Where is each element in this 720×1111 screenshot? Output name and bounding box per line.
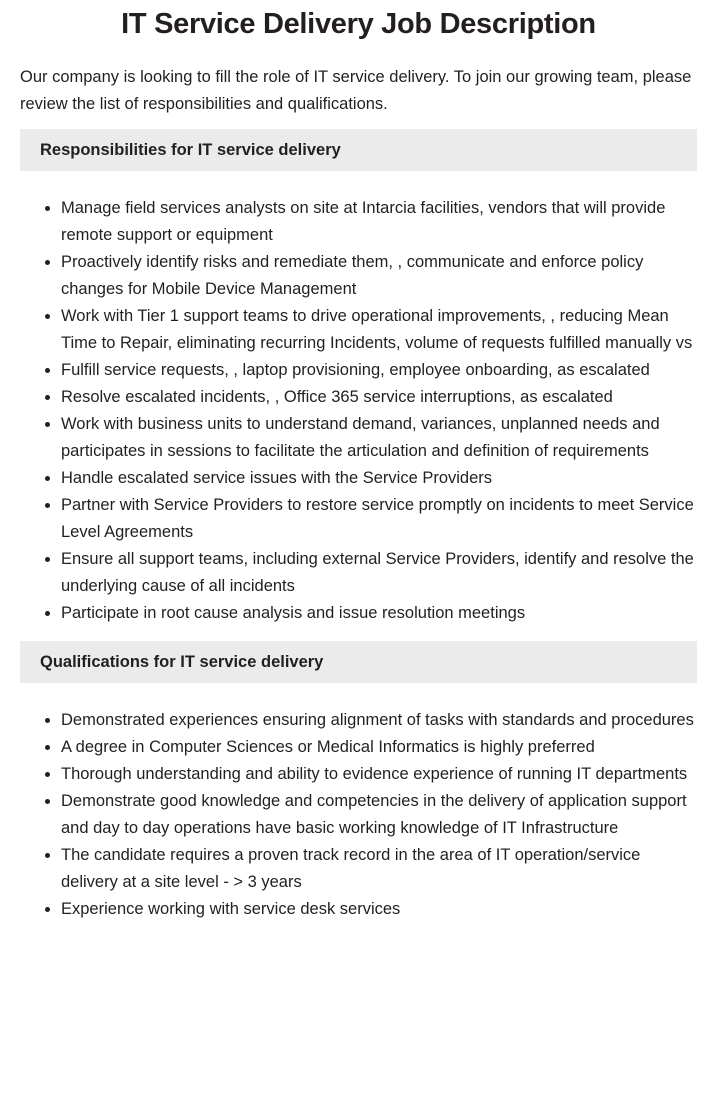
list-item: • Experience working with service desk services (61, 896, 697, 923)
list-item: • Manage field services analysts on site at Intarcia facilities, vendors that will provide remote support or equipment (61, 195, 697, 249)
list-item: • Fulfill service requests, , laptop provisioning, employee onboarding, as escalated (61, 357, 697, 384)
list-item: • Work with business units to understand demand, variances, unplanned needs and participates in sessions to facilitate the articulation and definition of requirements (61, 411, 697, 465)
responsibilities-list (20, 195, 697, 627)
list-item: • Demonstrated experiences ensuring alignment of tasks with standards and procedures (61, 707, 697, 734)
list-item: • Participate in root cause analysis and issue resolution meetings (61, 600, 697, 627)
list-item: • Thorough understanding and ability to evidence experience of running IT departments (61, 761, 697, 788)
responsibilities-heading: Responsibilities for IT service delivery (20, 129, 697, 171)
list-item: • Partner with Service Providers to restore service promptly on incidents to meet Service Level Agreements (61, 492, 697, 546)
intro-paragraph: Our company is looking to fill the role of IT service delivery. To join our growing team, please review the list of responsibilities and qualifications. (20, 68, 692, 113)
list-item: • Ensure all support teams, including external Service Providers, identify and resolve the underlying cause of all incidents (61, 546, 697, 600)
page-title: IT Service Delivery Job Description (121, 8, 596, 40)
list-item: • Work with Tier 1 support teams to drive operational improvements, , reducing Mean Time to Repair, eliminating recurring Incidents, volume of requests fulfilled manually vs (61, 303, 697, 357)
list-item: • Proactively identify risks and remediate them, , communicate and enforce policy changes for Mobile Device Management (61, 249, 697, 303)
section-qualifications (20, 641, 697, 923)
section-responsibilities (20, 129, 697, 627)
list-item: • Resolve escalated incidents, , Office 365 service interruptions, as escalated (61, 384, 697, 411)
list-item: • Demonstrate good knowledge and competencies in the delivery of application support and day to day operations have basic working knowledge of IT Infrastructure (61, 788, 697, 842)
list-item: • A degree in Computer Sciences or Medical Informatics is highly preferred (61, 734, 697, 761)
qualifications-list (20, 707, 697, 923)
list-item: • The candidate requires a proven track record in the area of IT operation/service delivery at a site level - > 3 years (61, 842, 697, 896)
list-item: • Handle escalated service issues with the Service Providers (61, 465, 697, 492)
qualifications-heading: Qualifications for IT service delivery (20, 641, 697, 683)
